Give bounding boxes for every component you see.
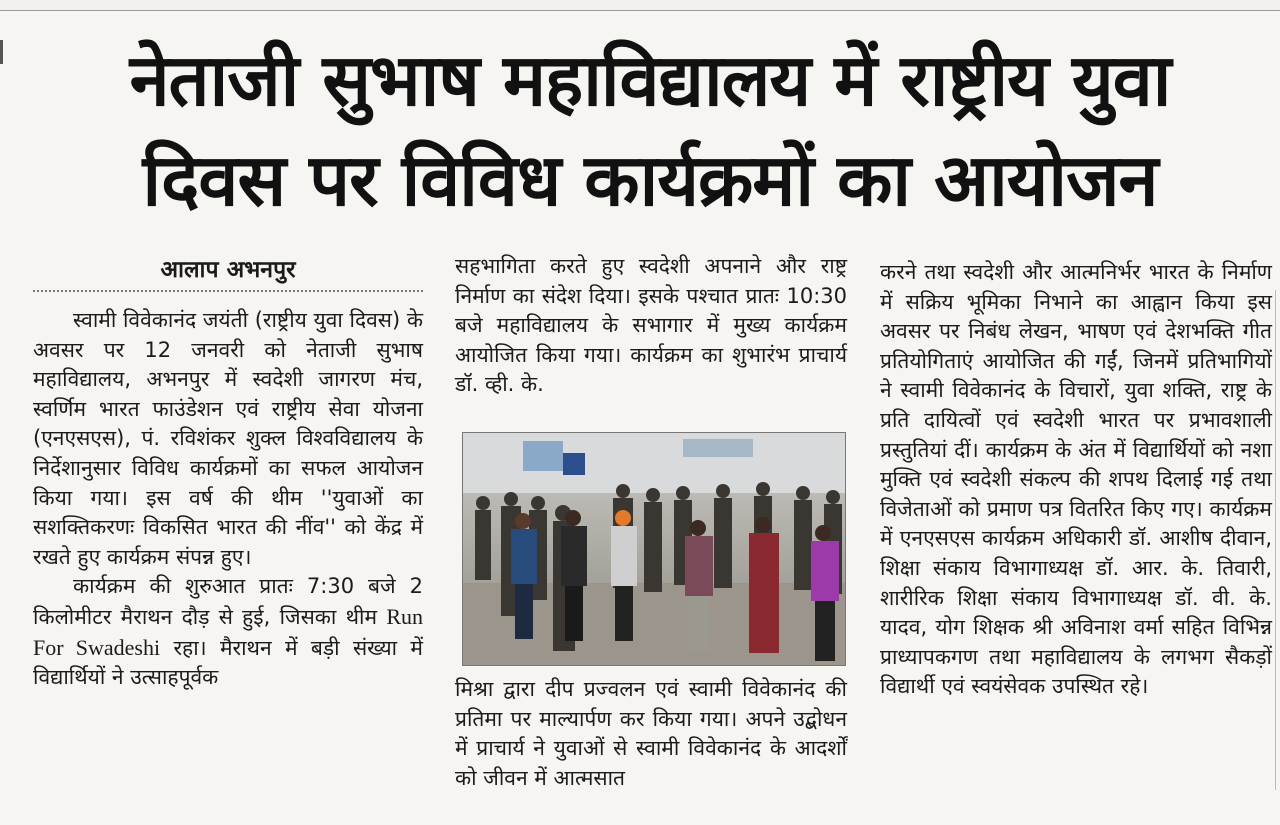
article-column-2-top	[455, 252, 847, 400]
photo-illustration-icon	[463, 433, 845, 665]
column-2-text-top: सहभागिता करते हुए स्वदेशी अपनाने और राष्ट्र निर्माण का संदेश दिया। इसके पश्चात प्रातः 10:30 बजे महाविद्यालय के सभागार में मुख्य कार्यक्रम आयोजित किया गया। कार्यक्रम का शुभारंभ प्राचार्य डॉ. व्ही. के.	[455, 254, 847, 397]
article-column-2-bottom	[455, 675, 847, 793]
marathon-theme: Run For Swadeshi	[33, 603, 424, 660]
column-rule	[0, 40, 3, 64]
paragraph-2-b: रहा। मैराथन में बड़ी संख्या में विद्यार्थियों ने उत्साहपूर्वक	[33, 635, 423, 690]
headline	[60, 30, 1240, 230]
paragraph-2	[33, 572, 423, 692]
headline-line-1: नेताजी सुभाष महाविद्यालय में राष्ट्रीय युवा	[129, 38, 1171, 122]
article-column-3	[880, 258, 1272, 702]
paragraph-1: स्वामी विवेकानंद जयंती (राष्ट्रीय युवा दिवस) के अवसर पर 12 जनवरी को नेताजी सुभाष महाविद्यालय, अभनपुर में स्वदेशी जागरण मंच, स्वर्णिम भारत फाउंडेशन एवं राष्ट्रीय सेवा योजना (एनएसएस), पं. रविशंकर शुक्ल विश्वविद्यालय के निर्देशानुसार विविध कार्यक्रमों का सफल आयोजन किया गया। इस वर्ष की थीम ''युवाओं का सशक्तिकरणः विकसित भारत की नींव'' को केंद्र में रखते हुए कार्यक्रम संपन्न हुए।	[33, 308, 423, 569]
previous-article-cut	[0, 0, 1280, 11]
column-2-text-bottom: मिश्रा द्वारा दीप प्रज्वलन एवं स्वामी विवेकानंद की प्रतिमा पर माल्यार्पण कर किया गया। अपने उद्बोधन में प्राचार्य ने युवाओं से स्वामी विवेकानंद के आदर्शों को जीवन में आत्मसात	[455, 677, 847, 790]
column-3-text: करने तथा स्वदेशी और आत्मनिर्भर भारत के निर्माण में सक्रिय भूमिका निभाने का आह्वान किया इस अवसर पर निबंध लेखन, भाषण एवं देशभक्ति गीत प्रतियोगिताएं आयोजित की गईं, जिनमें प्रतिभागियों ने स्वामी विवेकानंद के विचारों, युवा शक्ति, राष्ट्र के प्रति दायित्वों एवं स्वदेशी भारत पर प्रभावशाली प्रस्तुतियां दीं। कार्यक्रम के अंत में विद्यार्थियों को नशा मुक्ति एवं स्वदेशी संकल्प की शपथ दिलाई गई तथा विजेताओं को प्रमाण पत्र वितरित किए गए। कार्यक्रम में एनएसएस कार्यक्रम अधिकारी डॉ. आशीष दीवान, शिक्षा संकाय विभागाध्यक्ष डॉ. आर. के. तिवारी, शारीरिक शिक्षा संकाय विभागाध्यक्ष डॉ. वी. के. यादव, योग शिक्षक श्री अविनाश वर्मा सहित विभिन्न प्राध्यापकगण तथा महाविद्यालय के लगभग सैकड़ों विद्यार्थी एवं स्वयंसेवक उपस्थित रहे।	[880, 260, 1272, 699]
article-column-1	[33, 252, 423, 693]
right-column-rule	[1275, 290, 1276, 790]
group-photo	[462, 432, 846, 666]
paragraph-2-a: कार्यक्रम की शुरुआत प्रातः 7:30 बजे 2 किलोमीटर मैराथन दौड़ से हुई, जिसका थीम	[33, 574, 423, 629]
byline: आलाप अभनपुर	[33, 252, 423, 292]
headline-line-2: दिवस पर विविध कार्यक्रमों का आयोजन	[142, 138, 1158, 222]
